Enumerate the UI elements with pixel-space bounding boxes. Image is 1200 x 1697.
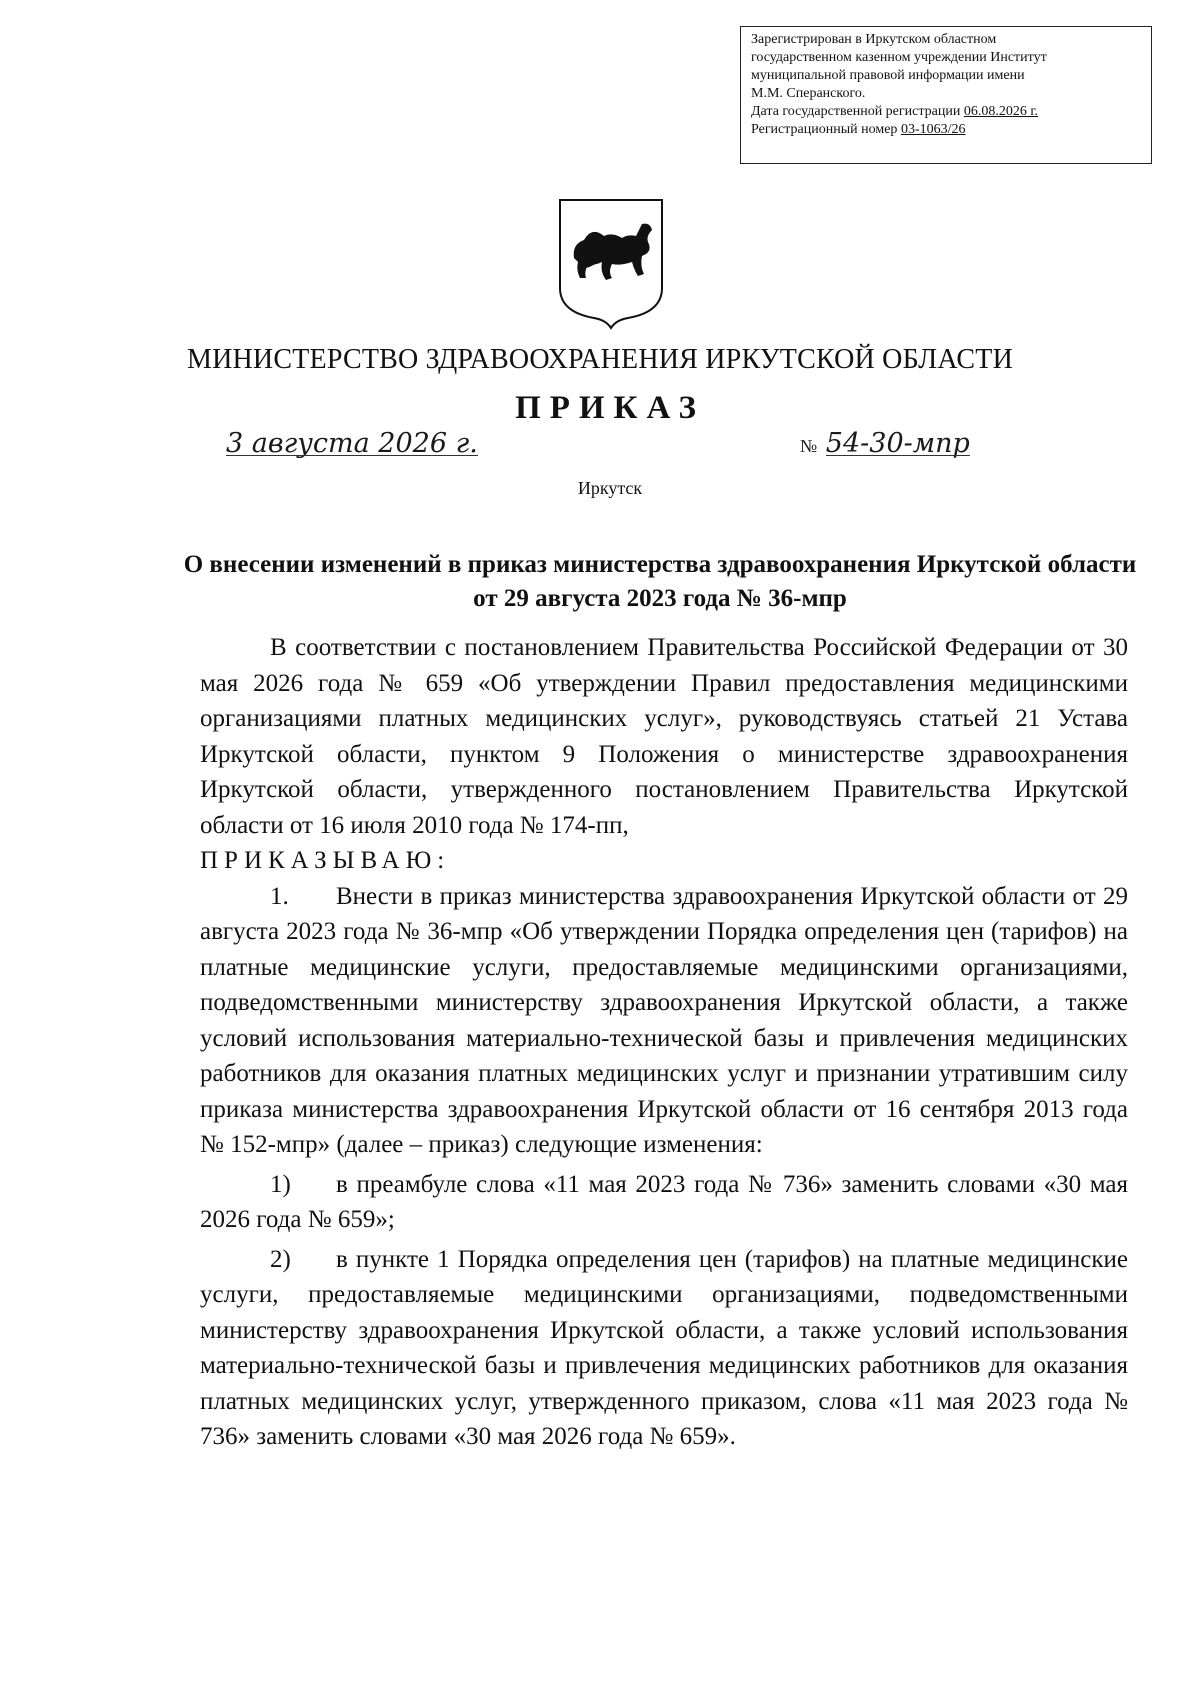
document-body xyxy=(200,630,1128,1455)
subitem-1-paragraph xyxy=(200,1167,1128,1238)
registration-line: М.М. Сперанского. xyxy=(751,86,866,101)
subitem-1-text: в преамбуле слова «11 мая 2023 года № 736» заменить словами «30 мая 2026 года № 659»; xyxy=(200,1170,1128,1233)
handwritten-number xyxy=(800,428,970,459)
registration-number-value: 03-1063/26 xyxy=(900,122,966,137)
registration-date-value: 06.08.2026 г. xyxy=(963,104,1038,119)
registration-line: государственном казенном учреждении Институт xyxy=(751,50,1047,65)
subitem-2-paragraph xyxy=(200,1242,1128,1455)
handwritten-date-text: 3 августа 2026 г. xyxy=(226,428,478,459)
city: Иркутск xyxy=(577,478,643,498)
registration-number-label: Регистрационный номер xyxy=(751,122,898,137)
subitem-2-number: 2) xyxy=(270,1245,291,1273)
registration-stamp xyxy=(740,26,1152,164)
registration-line: муниципальной правовой информации имени xyxy=(751,68,1025,83)
ministry-name: МИНИСТЕРСТВО ЗДРАВООХРАНЕНИЯ ИРКУТСКОЙ ОБЛАСТИ xyxy=(186,344,1013,375)
item-1-number: 1. xyxy=(270,882,289,910)
number-prefix: № xyxy=(800,436,818,456)
document-title: О внесении изменений в приказ министерства здравоохранения Иркутской области от 29 августа 2023 года № 36-мпр xyxy=(183,551,1137,612)
handwritten-date xyxy=(226,428,478,459)
subitem-2-text: в пункте 1 Порядка определения цен (тарифов) на платные медицинские услуги, предоставляемые медицинскими организациями, подведомственными министерству здравоохранения Иркутской области, а также условий использования материально-технической базы и привлечения медицинских работников для оказания платных медицинских услуг, утвержденного приказом, слова «11 мая 2023 года № 736» заменить словами «30 мая 2026 года № 659». xyxy=(200,1245,1128,1450)
subitem-1-number: 1) xyxy=(270,1170,291,1198)
registration-date-label: Дата государственной регистрации xyxy=(751,104,961,119)
preamble-paragraph: В соответствии с постановлением Правительства Российской Федерации от 30 мая 2026 года № 659 «Об утверждении Правил предоставления медицинскими организациями платных медицинских услуг», руководствуясь статьей 21 Устава Иркутской области, пунктом 9 Положения о министерстве здравоохранения Иркутской области, утвержденного постановлением Правительства Иркутской области от 16 июля 2010 года № 174-пп, xyxy=(200,634,1128,839)
registration-date-row xyxy=(751,103,1141,121)
coat-of-arms-icon xyxy=(556,196,666,330)
item-1-paragraph xyxy=(200,879,1128,1163)
registration-line: Зарегистрирован в Иркутском областном xyxy=(751,32,997,47)
order-word: ПРИКАЗЫВАЮ: xyxy=(200,847,451,874)
item-1-text: Внести в приказ министерства здравоохранения Иркутской области от 29 августа 2023 года № 36-мпр «Об утверждении Порядка определения цен (тарифов) на платные медицинские услуги, предоставляемые медицинскими организациями, подведомственными министерству здравоохранения Иркутской области, а также условий использования материально-технической базы и привлечения медицинских работников для оказания платных медицинских услуг и признании утратившим силу приказа министерства здравоохранения Иркутской области от 16 сентября 2013 года № 152-мпр» (далее – приказ) следующие изменения: xyxy=(200,882,1128,1158)
registration-number-row xyxy=(751,121,1141,139)
document-type: ПРИКАЗ xyxy=(515,390,705,426)
handwritten-number-text: 54-30-мпр xyxy=(825,428,970,459)
